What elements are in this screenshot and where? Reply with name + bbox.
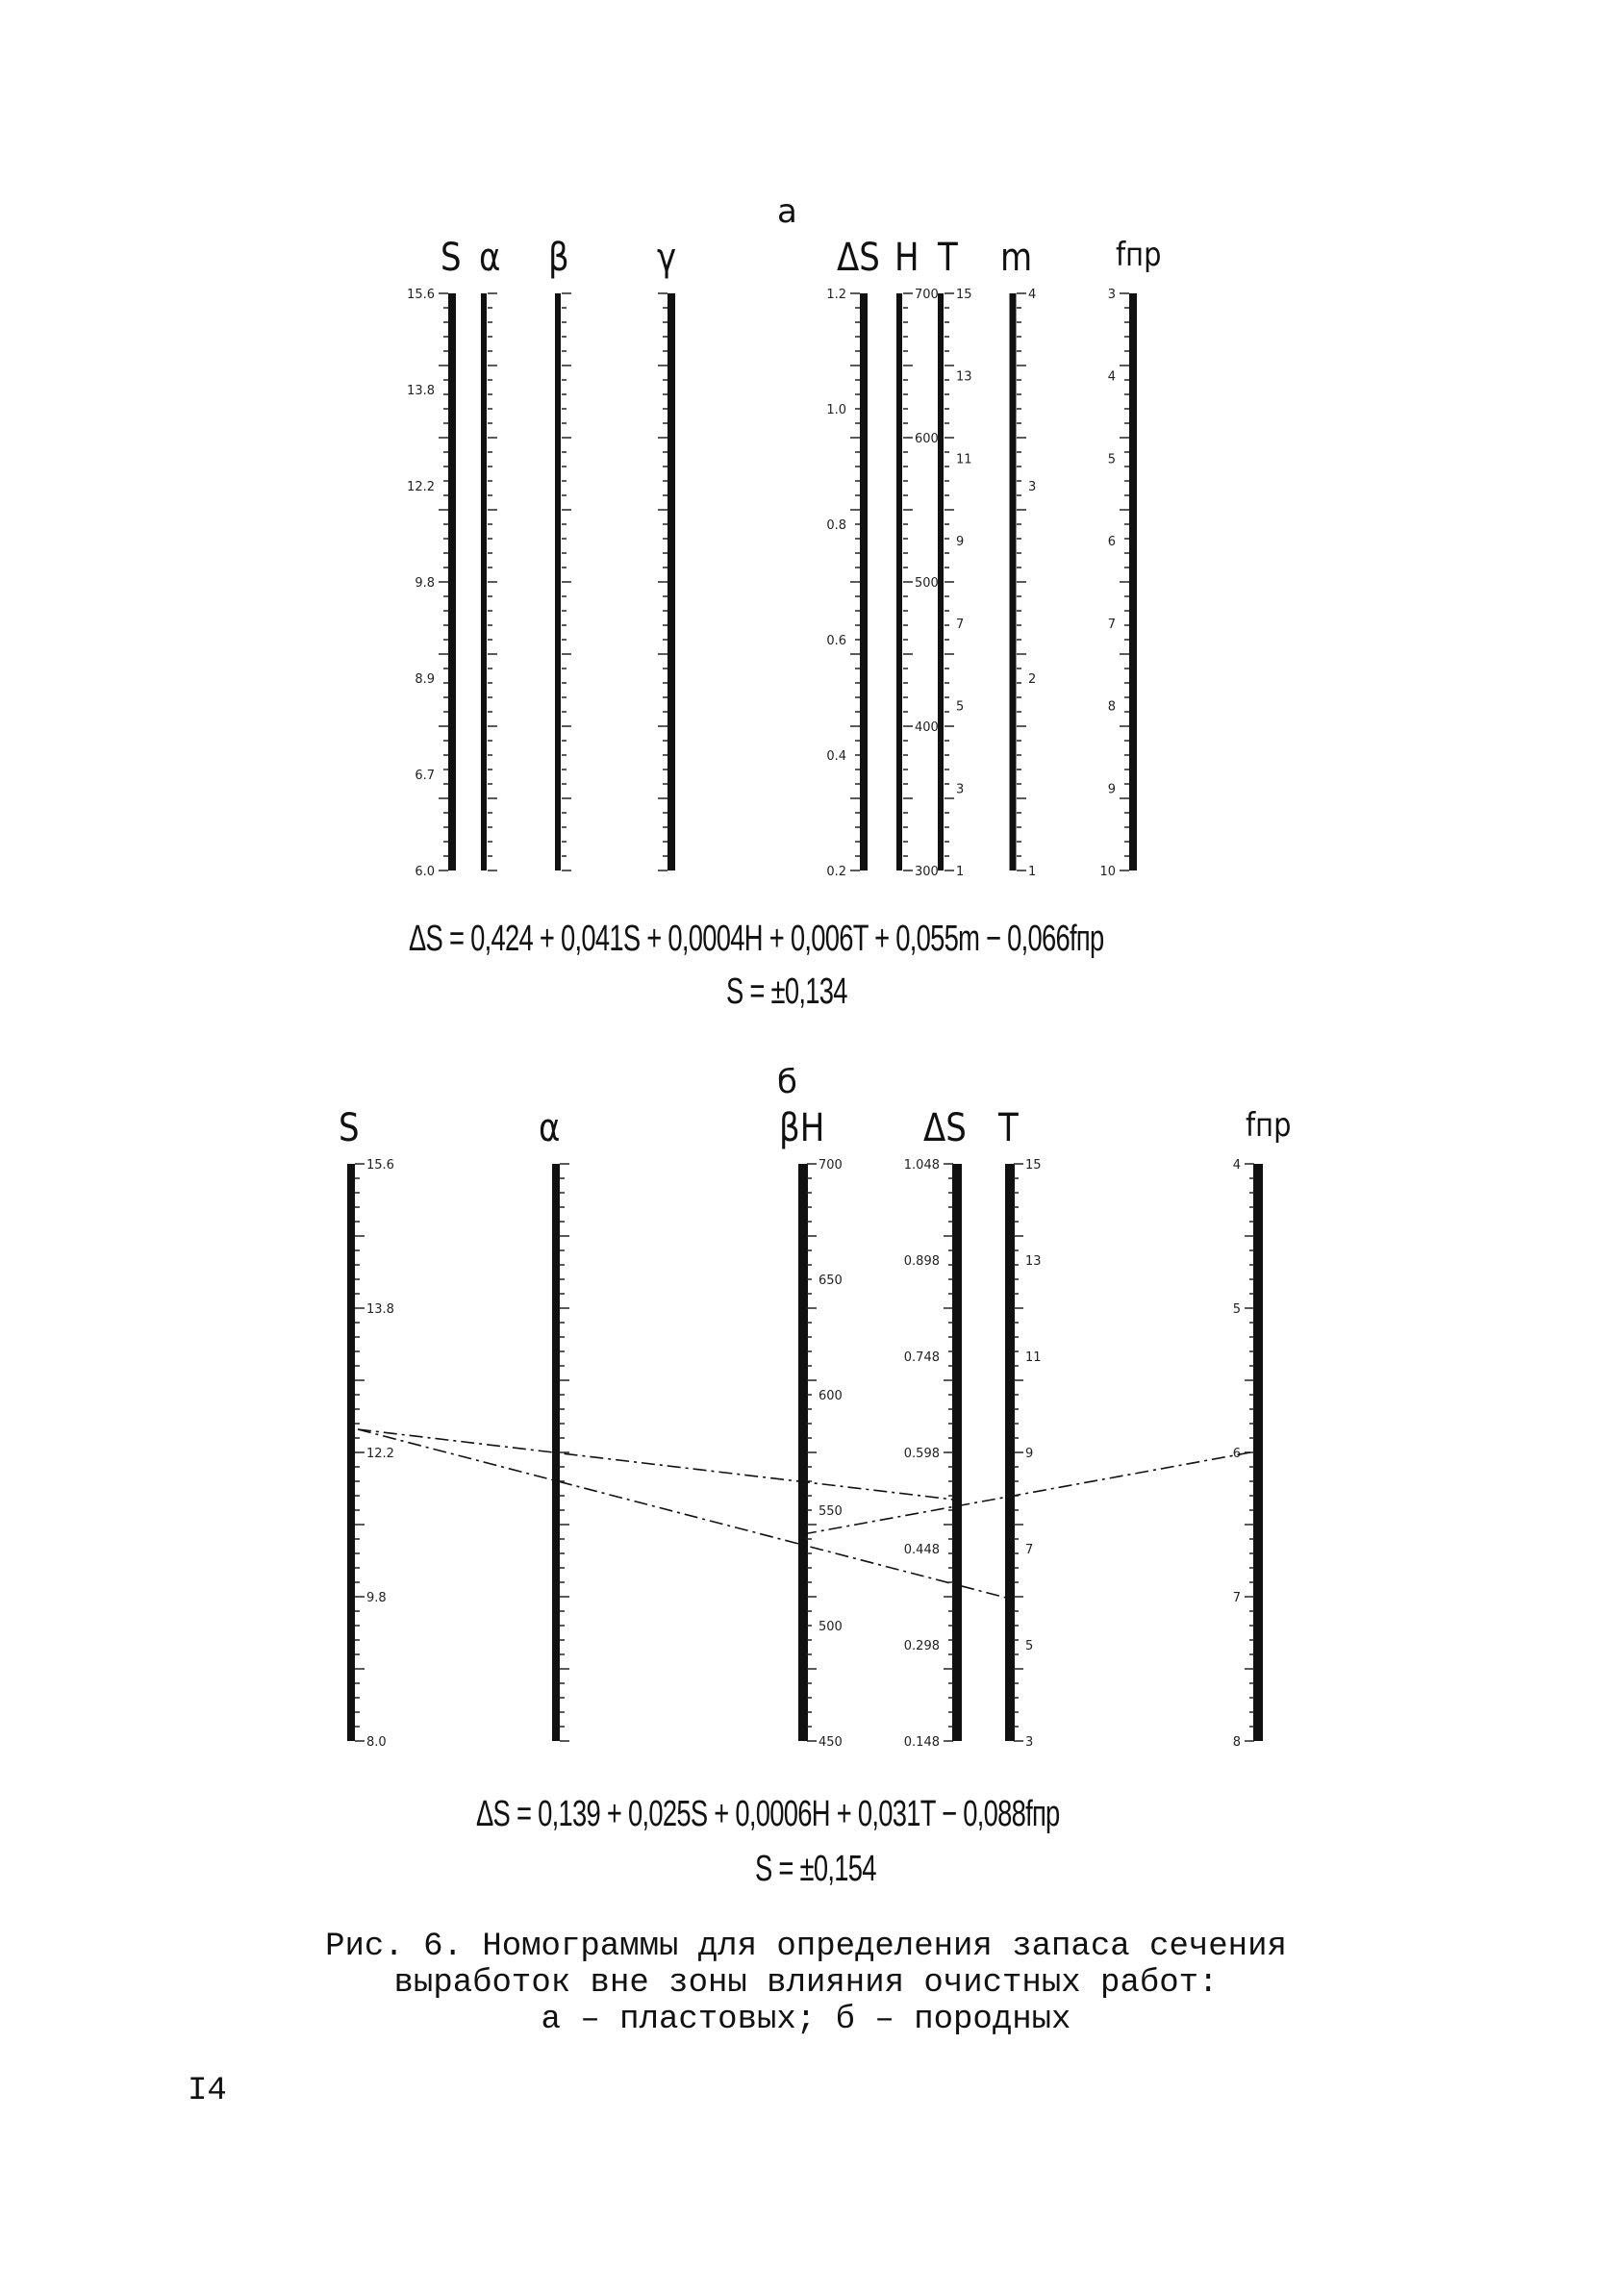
panel-b-axis-ds-tick-label: 1.048 <box>903 1158 940 1173</box>
page-number: I4 <box>188 2073 227 2109</box>
panel-a-axis-f-tick-label: 4 <box>1107 369 1116 385</box>
panel-a-axis-h-tick-label: 400 <box>915 720 939 735</box>
panel-b-axis-s-name: S <box>339 1106 360 1150</box>
panel-a-axis-ds-name: ΔS <box>837 236 880 280</box>
panel-b-axis-s <box>351 1158 394 1750</box>
panel-a-axis-t-tick-label: 3 <box>956 782 965 797</box>
panel-b-axis-s-tick-label: 9.8 <box>366 1591 387 1605</box>
panel-b-axis-f-tick-label: 5 <box>1232 1302 1241 1317</box>
panel-a-axis-ds-tick-label: 1.2 <box>826 288 846 302</box>
panel-b-axis-t-tick-label: 15 <box>1025 1158 1042 1173</box>
panel-a-axis-t-tick-label: 9 <box>956 535 965 550</box>
panel-a-axis-s-tick-label: 6.7 <box>415 769 435 783</box>
panel-b-axis-beta-h-tick-label: 700 <box>819 1158 843 1173</box>
panel-b-axis-ds <box>904 1158 957 1750</box>
panel-b-axis-s-tick-label: 13.8 <box>366 1302 394 1317</box>
panel-a-axis-s-tick-label: 15.6 <box>407 288 435 302</box>
panel-a-axis-ds-tick-label: 0.4 <box>826 749 846 764</box>
panel-a-axis-f-tick-label: 3 <box>1107 288 1116 302</box>
panel-a-axis-s-tick-label: 12.2 <box>407 480 435 494</box>
caption-line-3: а – пластовых; б – породных <box>541 2002 1071 2038</box>
panel-a-axis-ds-tick-label: 1.0 <box>826 403 846 417</box>
panel-a-axis-m-name: m <box>1000 236 1033 280</box>
panel-b-axis-ds-tick-label: 0.598 <box>903 1447 940 1461</box>
panel-b-formula: ΔS = 0,139 + 0,025S + 0,0006H + 0,031T − 0,088fпр <box>476 1794 1060 1834</box>
panel-a-axis-f-tick-label: 6 <box>1107 535 1116 550</box>
panel-b-label: б <box>777 1063 797 1101</box>
panel-a-axis-h-tick-label: 300 <box>915 865 939 879</box>
panel-b-axis-beta-h-tick-label: 500 <box>819 1620 843 1634</box>
panel-b-axis-f-tick-label: 8 <box>1232 1735 1241 1750</box>
panel-a-axis-beta-name: β <box>548 236 569 280</box>
panel-b-axis-s-tick-label: 8.0 <box>366 1735 387 1750</box>
panel-b-key-line-s-ds <box>358 1429 962 1501</box>
panel-a-axis-ds-tick-label: 0.6 <box>826 634 846 648</box>
panel-b-axis-ds-tick-label: 0.898 <box>903 1254 940 1269</box>
panel-b-axis-ds-tick-label: 0.748 <box>903 1350 940 1365</box>
panel-a-axis-f-tick-label: 5 <box>1107 452 1116 467</box>
panel-a-axis-ds-tick-label: 0.8 <box>826 518 846 533</box>
panel-b-axis-ds-name: ΔS <box>923 1106 967 1150</box>
panel-a-axis-f-tick-label: 7 <box>1107 617 1116 632</box>
panel-b-error: S = ±0,154 <box>755 1849 876 1889</box>
panel-b-axis-f-tick-label: 7 <box>1232 1591 1241 1605</box>
panel-a-axis-t-tick-label: 11 <box>956 452 972 467</box>
panel-b-axis-t-tick-label: 13 <box>1025 1254 1042 1269</box>
panel-a-axis-s-tick-label: 13.8 <box>407 384 435 398</box>
panel-a-axis-t-tick-label: 5 <box>956 699 965 715</box>
panel-b-axis-t-tick-label: 9 <box>1025 1447 1034 1461</box>
panel-a-label: а <box>777 192 797 231</box>
panel-a-axis-m-tick-label: 2 <box>1028 672 1037 687</box>
panel-a-axis-h-tick-label: 700 <box>915 288 939 302</box>
panel-a-axis-h-tick-label: 600 <box>915 432 939 446</box>
panel-a-axis-m-tick-label: 4 <box>1028 288 1037 302</box>
panel-a-axis-alpha-name: α <box>479 236 501 280</box>
panel-b-axis-t-tick-label: 11 <box>1025 1350 1042 1365</box>
panel-a-axis-t-tick-label: 15 <box>956 288 972 302</box>
panel-a-axis-ds-tick-label: 0.2 <box>826 865 846 879</box>
panel-b-axis-beta-h-tick-label: 650 <box>819 1274 843 1288</box>
panel-b-axis-alpha-name: α <box>539 1106 561 1150</box>
panel-b-axis-ds-tick-label: 0.298 <box>903 1639 940 1653</box>
panel-b-axis-f-tick-label: 6 <box>1232 1447 1241 1461</box>
panel-b-axis-ds-tick-label: 0.148 <box>903 1735 940 1750</box>
panel-b-axis-s-tick-label: 15.6 <box>366 1158 394 1173</box>
figure-caption <box>0 1929 1612 2038</box>
panel-a-axis-s-tick-label: 8.9 <box>415 672 435 687</box>
panel-a-axis-h-tick-label: 500 <box>915 576 939 591</box>
panel-a-error: S = ±0,134 <box>726 971 847 1012</box>
panel-b-axis-t-name: T <box>998 1106 1019 1150</box>
panel-b-axis-beta-h <box>803 1158 843 1750</box>
panel-b-axis-f-tick-label: 4 <box>1232 1158 1241 1173</box>
panel-a-axis-s-name: S <box>441 236 462 280</box>
panel-a-axis-t-tick-label: 13 <box>956 369 972 385</box>
panel-a-axis-f-tick-label: 8 <box>1107 699 1116 715</box>
panel-a-axis-gamma-name: γ <box>657 236 677 280</box>
panel-a-axis-h-name: H <box>894 236 919 280</box>
panel-a-axis-s-tick-label: 6.0 <box>415 865 435 879</box>
panel-b-axis-beta-h-tick-label: 450 <box>819 1735 843 1750</box>
caption-line-2: выработок вне зоны влияния очистных работ: <box>393 1965 1219 2002</box>
panel-a-axis-m-tick-label: 3 <box>1028 480 1037 494</box>
panel-a-axis-s-tick-label: 9.8 <box>415 576 435 591</box>
panel-a-axis-t-name: T <box>938 236 958 280</box>
panel-b-axis-beta-h-tick-label: 600 <box>819 1389 843 1403</box>
panel-b-axis-f-name: fпр <box>1246 1106 1292 1145</box>
panel-b-axis-t-tick-label: 3 <box>1025 1735 1034 1750</box>
panel-b-axis-t <box>1010 1158 1042 1750</box>
panel-b-axis-beta-h-name: βH <box>779 1106 825 1150</box>
panel-a-axis-f-tick-label: 9 <box>1107 782 1116 797</box>
panel-b-axis-ds-tick-label: 0.448 <box>903 1543 940 1557</box>
panel-a-formula: ΔS = 0,424 + 0,041S + 0,0004H + 0,006T + 0,055m − 0,066fпр <box>409 919 1104 959</box>
panel-a-axis-t-tick-label: 1 <box>956 865 965 879</box>
panel-a-axis-f-name: fпр <box>1116 236 1162 274</box>
panel-b-axis-t-tick-label: 7 <box>1025 1543 1034 1557</box>
panel-b-axis-beta-h-tick-label: 550 <box>819 1504 843 1519</box>
panel-a-axis-t-tick-label: 7 <box>956 617 965 632</box>
panel-a-axis-f-tick-label: 10 <box>1099 865 1116 879</box>
caption-line-1: Рис. 6. Номограммы для определения запаса сечения <box>325 1929 1287 1965</box>
panel-b-axis-s-tick-label: 12.2 <box>366 1447 394 1461</box>
panel-b-axis-t-tick-label: 5 <box>1025 1639 1034 1653</box>
panel-a-axis-m-tick-label: 1 <box>1028 865 1037 879</box>
panel-b-key-line-h-f <box>803 1452 1250 1534</box>
